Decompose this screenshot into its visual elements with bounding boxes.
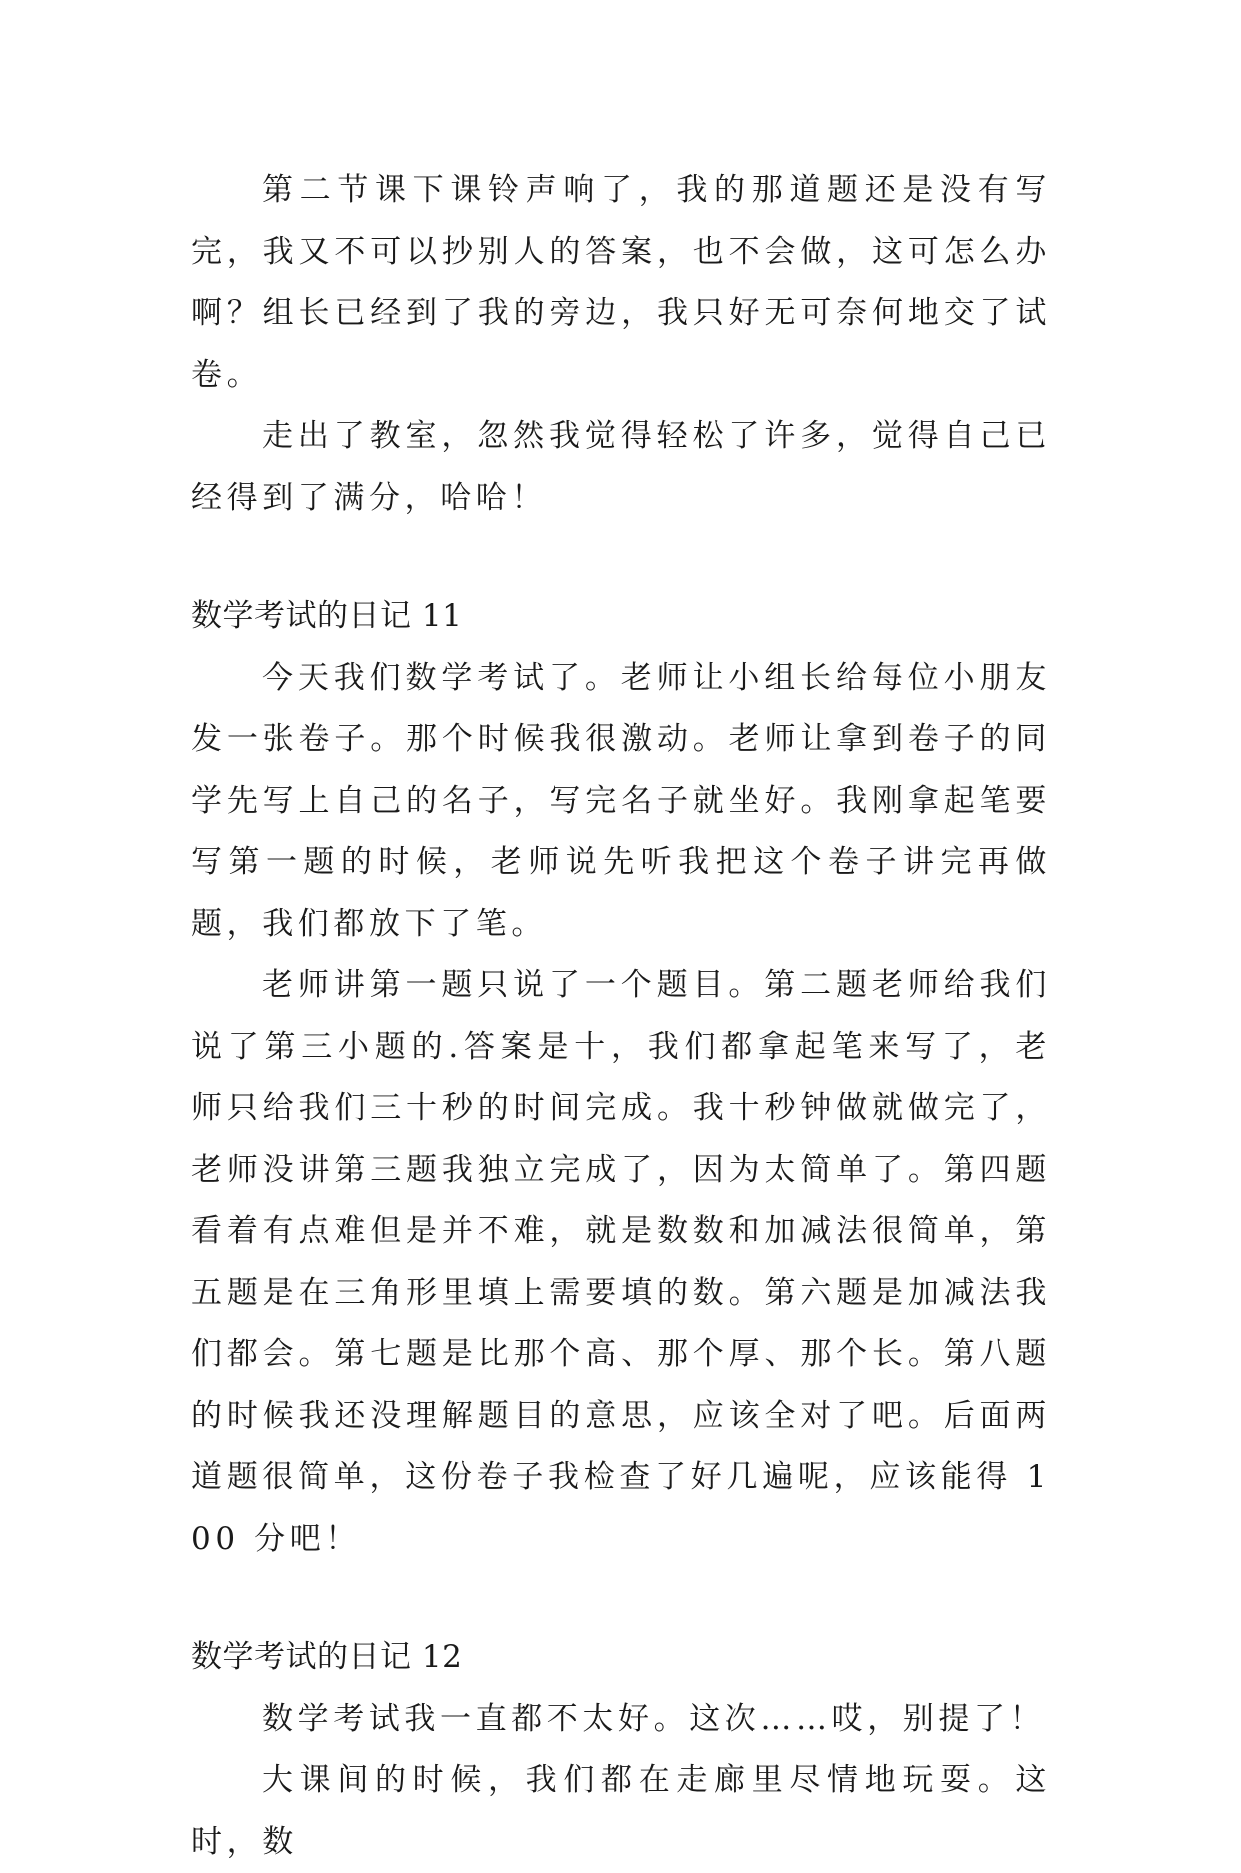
paragraph: 走出了教室，忽然我觉得轻松了许多，觉得自己已经得到了满分，哈哈！ [191,418,1051,516]
document-body [191,160,1051,1873]
paragraph: 老师讲第一题只说了一个题目。第二题老师给我们说了第三小题的.答案是十，我们都拿起笔来写了，老师只给我们三十秒的时间完成。我十秒钟做就做完了，老师没讲第三题我独立完成了，因为太简单了。第四题看着有点难但是并不难，就是数数和加减法很简单，第五题是在三角形里填上需要填的数。第六题是加减法我们都会。第七题是比那个高、那个厚、那个长。第八题的时候我还没理解题目的意思，应该全对了吧。后面两道题很简单，这份卷子我检查了好几遍呢，应该能得 100 分吧！ [191,967,1051,1557]
paragraph: 大课间的时候，我们都在走廊里尽情地玩耍。这时，数 [191,1762,1051,1860]
paragraph: 第二节课下课铃声响了，我的那道题还是没有写完，我又不可以抄别人的答案，也不会做，这可怎么办啊？组长已经到了我的旁边，我只好无可奈何地交了试卷。 [191,172,1051,393]
paragraph: 今天我们数学考试了。老师让小组长给每位小朋友发一张卷子。那个时候我很激动。老师让拿到卷子的同学先写上自己的名子，写完名子就坐好。我刚拿起笔要写第一题的时候，老师说先听我把这个卷子讲完再做题，我们都放下了笔。 [191,659,1051,942]
section-title: 数学考试的日记 12 [191,1639,463,1675]
section-spacer [191,1570,1051,1627]
section-title: 数学考试的日记 11 [191,598,463,634]
section-spacer [191,529,1051,586]
paragraph: 数学考试我一直都不太好。这次……哎，别提了！ [262,1700,1046,1737]
